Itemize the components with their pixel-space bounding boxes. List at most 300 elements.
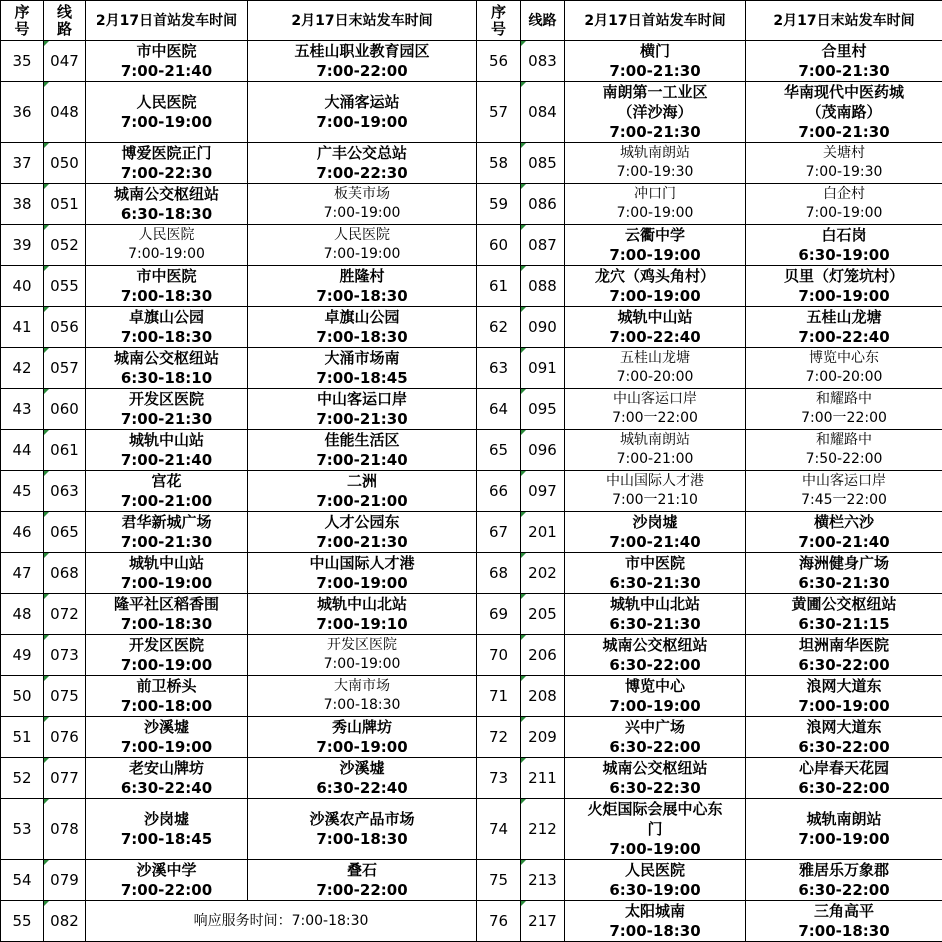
departure-time: 7:00-19:00	[565, 696, 745, 716]
departure-time: 7:00-19:00	[86, 573, 247, 593]
departure-time: 7:00一22:00	[746, 409, 942, 428]
first-departure-cell	[565, 860, 746, 901]
station-name: 门	[565, 819, 745, 839]
response-service-time-cell: 响应服务时间：7:00-18:30	[86, 901, 477, 942]
route-cell: 051	[44, 184, 86, 225]
seq-cell: 72	[477, 717, 521, 758]
station-name: 二洲	[248, 471, 476, 491]
station-name: 城轨中山北站	[565, 594, 745, 614]
station-name: 中山国际人才港	[565, 472, 745, 491]
departure-time: 7:00-18:45	[248, 368, 476, 388]
departure-time: 7:00-21:30	[746, 61, 942, 81]
station-name: 南朗第一工业区	[565, 82, 745, 102]
departure-time: 6:30-22:40	[86, 778, 247, 798]
departure-time: 6:30-21:15	[746, 614, 942, 634]
departure-time: 7:00-19:00	[746, 829, 942, 849]
route-cell: 079	[44, 860, 86, 901]
table-row	[1, 389, 942, 430]
station-name: 五桂山职业教育园区	[248, 41, 476, 61]
departure-time: 7:00-19:00	[565, 245, 745, 265]
last-departure-cell	[746, 143, 942, 184]
last-departure-cell	[248, 389, 477, 430]
table-row	[1, 307, 942, 348]
station-name: 秀山牌坊	[248, 717, 476, 737]
first-departure-cell	[565, 143, 746, 184]
departure-time: 7:00-19:00	[248, 112, 476, 132]
last-departure-cell	[248, 184, 477, 225]
station-name: 城轨中山北站	[248, 594, 476, 614]
departure-time: 6:30-22:00	[746, 880, 942, 900]
header-last-time: 2月17日末站发车时间	[248, 1, 477, 41]
seq-cell: 74	[477, 799, 521, 860]
first-departure-cell	[86, 266, 248, 307]
station-name: 和耀路中	[746, 390, 942, 409]
departure-time: 7:00-18:30	[248, 829, 476, 849]
departure-time: 7:00-18:30	[565, 921, 745, 941]
route-cell: 091	[521, 348, 565, 389]
departure-time: 7:00-21:30	[248, 532, 476, 552]
last-departure-cell	[746, 225, 942, 266]
route-cell: 095	[521, 389, 565, 430]
header-seq-2: 序 号	[477, 1, 521, 41]
last-departure-cell	[248, 635, 477, 676]
seq-cell: 52	[1, 758, 44, 799]
header-first-time: 2月17日首站发车时间	[86, 1, 248, 41]
last-departure-cell	[248, 430, 477, 471]
departure-time: 7:00-19:00	[746, 286, 942, 306]
departure-time: 6:30-22:00	[746, 737, 942, 757]
first-departure-cell	[565, 471, 746, 512]
departure-time: 7:00-18:30	[86, 286, 247, 306]
first-departure-cell	[86, 471, 248, 512]
seq-cell: 70	[477, 635, 521, 676]
first-departure-cell	[86, 635, 248, 676]
departure-time: 7:00-21:40	[746, 532, 942, 552]
route-cell: 076	[44, 717, 86, 758]
departure-time: 7:00-22:30	[248, 163, 476, 183]
first-departure-cell	[86, 143, 248, 184]
departure-time: 7:00-22:00	[248, 880, 476, 900]
seq-cell: 71	[477, 676, 521, 717]
departure-time: 6:30-22:00	[746, 655, 942, 675]
station-name: 胜隆村	[248, 266, 476, 286]
table-row	[1, 594, 942, 635]
route-cell: 097	[521, 471, 565, 512]
last-departure-cell	[248, 512, 477, 553]
table-row	[1, 758, 942, 799]
departure-time: 7:50-22:00	[746, 450, 942, 469]
route-cell: 082	[44, 901, 86, 942]
last-departure-cell	[746, 430, 942, 471]
station-name: 兴中广场	[565, 717, 745, 737]
first-departure-cell	[86, 348, 248, 389]
departure-time: 7:00-19:00	[86, 245, 247, 264]
departure-time: 7:00-21:30	[86, 532, 247, 552]
route-cell: 205	[521, 594, 565, 635]
departure-time: 7:00-18:30	[248, 327, 476, 347]
seq-cell: 49	[1, 635, 44, 676]
departure-time: 7:00-19:00	[86, 655, 247, 675]
route-cell: 078	[44, 799, 86, 860]
seq-cell: 73	[477, 758, 521, 799]
station-name: 中山客运口岸	[248, 389, 476, 409]
departure-time: 7:00-21:00	[248, 491, 476, 511]
first-departure-cell	[565, 184, 746, 225]
departure-time: 7:00-19:00	[248, 573, 476, 593]
departure-time: 7:00-19:30	[565, 163, 745, 182]
station-name: 城南公交枢纽站	[565, 635, 745, 655]
last-departure-cell	[746, 635, 942, 676]
last-departure-cell	[248, 758, 477, 799]
station-name: 云衢中学	[565, 225, 745, 245]
station-name: 心岸春天花园	[746, 758, 942, 778]
route-cell: 065	[44, 512, 86, 553]
station-name: 横栏六沙	[746, 512, 942, 532]
departure-time: 7:00-21:00	[565, 450, 745, 469]
route-cell: 209	[521, 717, 565, 758]
last-departure-cell	[746, 82, 942, 143]
first-departure-cell	[86, 82, 248, 143]
route-cell: 212	[521, 799, 565, 860]
route-cell: 072	[44, 594, 86, 635]
last-departure-cell	[746, 553, 942, 594]
station-name: 城轨南朗站	[565, 144, 745, 163]
departure-time: 7:00-18:30	[248, 696, 476, 715]
last-departure-cell	[248, 225, 477, 266]
station-name: 开发区医院	[86, 635, 247, 655]
departure-time: 6:30-19:00	[746, 245, 942, 265]
last-departure-cell	[248, 471, 477, 512]
last-departure-cell	[248, 307, 477, 348]
first-departure-cell	[565, 266, 746, 307]
last-departure-cell	[746, 758, 942, 799]
seq-cell: 53	[1, 799, 44, 860]
table-row	[1, 41, 942, 82]
departure-time: 6:30-21:30	[565, 573, 745, 593]
last-departure-cell	[248, 143, 477, 184]
departure-time: 7:00-18:30	[86, 327, 247, 347]
departure-time: 7:00-19:00	[248, 204, 476, 223]
first-departure-cell	[86, 184, 248, 225]
route-cell: 050	[44, 143, 86, 184]
route-cell: 201	[521, 512, 565, 553]
station-name: 雅居乐万象郡	[746, 860, 942, 880]
route-cell: 087	[521, 225, 565, 266]
table-row	[1, 184, 942, 225]
station-name: 沙溪农产品市场	[248, 809, 476, 829]
departure-time: 7:00一21:10	[565, 491, 745, 510]
route-cell: 088	[521, 266, 565, 307]
departure-time: 7:00-22:00	[86, 880, 247, 900]
route-cell: 217	[521, 901, 565, 942]
station-name: 五桂山龙塘	[565, 349, 745, 368]
table-row	[1, 676, 942, 717]
station-name: （洋沙海）	[565, 102, 745, 122]
seq-cell: 68	[477, 553, 521, 594]
departure-time: 7:00-19:00	[565, 286, 745, 306]
route-cell: 208	[521, 676, 565, 717]
last-departure-cell	[746, 41, 942, 82]
last-departure-cell	[248, 594, 477, 635]
station-name: 五桂山龙塘	[746, 307, 942, 327]
station-name: 城轨南朗站	[746, 809, 942, 829]
route-cell: 057	[44, 348, 86, 389]
last-departure-cell	[746, 512, 942, 553]
header-route-2: 线路	[521, 1, 565, 41]
station-name: 宫花	[86, 471, 247, 491]
station-name: 市中医院	[86, 266, 247, 286]
last-departure-cell	[248, 348, 477, 389]
table-row	[1, 635, 942, 676]
station-name: 龙穴（鸡头角村）	[565, 266, 745, 286]
station-name: 城轨中山站	[86, 430, 247, 450]
station-name: 白石岗	[746, 225, 942, 245]
station-name: 城轨中山站	[86, 553, 247, 573]
first-departure-cell	[565, 758, 746, 799]
departure-time: 7:00-22:30	[86, 163, 247, 183]
departure-time: 7:00-18:00	[86, 696, 247, 716]
departure-time: 7:00-22:00	[248, 61, 476, 81]
station-name: 君华新城广场	[86, 512, 247, 532]
last-departure-cell	[746, 471, 942, 512]
departure-time: 7:45一22:00	[746, 491, 942, 510]
first-departure-cell	[565, 307, 746, 348]
first-departure-cell	[86, 799, 248, 860]
departure-time: 7:00-19:00	[248, 737, 476, 757]
route-cell: 052	[44, 225, 86, 266]
departure-time: 7:00-19:10	[248, 614, 476, 634]
station-name: 人民医院	[565, 860, 745, 880]
seq-cell: 51	[1, 717, 44, 758]
departure-time: 7:00-19:30	[746, 163, 942, 182]
first-departure-cell	[86, 594, 248, 635]
station-name: 浪网大道东	[746, 717, 942, 737]
station-name: 人才公园东	[248, 512, 476, 532]
seq-cell: 65	[477, 430, 521, 471]
station-name: 黄圃公交枢纽站	[746, 594, 942, 614]
route-cell: 202	[521, 553, 565, 594]
table-row	[1, 717, 942, 758]
seq-cell: 58	[477, 143, 521, 184]
route-cell: 055	[44, 266, 86, 307]
seq-cell: 62	[477, 307, 521, 348]
seq-cell: 60	[477, 225, 521, 266]
departure-time: 6:30-22:40	[248, 778, 476, 798]
departure-time: 7:00-20:00	[746, 368, 942, 387]
route-cell: 085	[521, 143, 565, 184]
station-name: 人民医院	[248, 226, 476, 245]
seq-cell: 61	[477, 266, 521, 307]
station-name: 横门	[565, 41, 745, 61]
seq-cell: 55	[1, 901, 44, 942]
route-cell: 047	[44, 41, 86, 82]
station-name: 博览中心	[565, 676, 745, 696]
route-cell: 086	[521, 184, 565, 225]
route-cell: 061	[44, 430, 86, 471]
station-name: 坦洲南华医院	[746, 635, 942, 655]
station-name: 沙溪墟	[248, 758, 476, 778]
first-departure-cell	[565, 430, 746, 471]
last-departure-cell	[248, 41, 477, 82]
departure-time: 6:30-22:00	[565, 737, 745, 757]
last-departure-cell	[746, 799, 942, 860]
departure-time: 7:00-19:00	[746, 696, 942, 716]
first-departure-cell	[86, 41, 248, 82]
table-row	[1, 348, 942, 389]
header-row	[1, 1, 942, 41]
station-name: 城轨南朗站	[565, 431, 745, 450]
station-name: 卓旗山公园	[248, 307, 476, 327]
seq-cell: 64	[477, 389, 521, 430]
station-name: 火炬国际会展中心东	[565, 799, 745, 819]
last-departure-cell	[248, 676, 477, 717]
first-departure-cell	[86, 758, 248, 799]
first-departure-cell	[86, 676, 248, 717]
station-name: 浪网大道东	[746, 676, 942, 696]
seq-cell: 59	[477, 184, 521, 225]
seq-cell: 47	[1, 553, 44, 594]
station-name: 大涌市场南	[248, 348, 476, 368]
departure-time: 7:00-21:00	[86, 491, 247, 511]
seq-cell: 36	[1, 82, 44, 143]
table-row	[1, 553, 942, 594]
seq-cell: 48	[1, 594, 44, 635]
route-cell: 213	[521, 860, 565, 901]
departure-time: 7:00-21:40	[86, 61, 247, 81]
station-name: 关塘村	[746, 144, 942, 163]
station-name: 华南现代中医药城	[746, 82, 942, 102]
header-route: 线 路	[44, 1, 86, 41]
table-row	[1, 901, 942, 942]
departure-time: 7:00-18:45	[86, 829, 247, 849]
station-name: 老安山牌坊	[86, 758, 247, 778]
last-departure-cell	[248, 266, 477, 307]
departure-time: 7:00-21:30	[565, 122, 745, 142]
station-name: 太阳城南	[565, 901, 745, 921]
last-departure-cell	[248, 553, 477, 594]
seq-cell: 75	[477, 860, 521, 901]
route-cell: 206	[521, 635, 565, 676]
departure-time: 6:30-18:10	[86, 368, 247, 388]
table-row	[1, 82, 942, 143]
first-departure-cell	[565, 82, 746, 143]
station-name: 开发区医院	[86, 389, 247, 409]
station-name: 城南公交枢纽站	[86, 184, 247, 204]
first-departure-cell	[86, 860, 248, 901]
station-name: 卓旗山公园	[86, 307, 247, 327]
station-name: 板芙市场	[248, 185, 476, 204]
departure-time: 6:30-21:30	[746, 573, 942, 593]
first-departure-cell	[86, 307, 248, 348]
route-cell: 077	[44, 758, 86, 799]
table-row	[1, 143, 942, 184]
station-name: 沙溪墟	[86, 717, 247, 737]
seq-cell: 44	[1, 430, 44, 471]
header-first-time-2: 2月17日首站发车时间	[565, 1, 746, 41]
departure-time: 7:00-18:30	[248, 286, 476, 306]
station-name: 市中医院	[565, 553, 745, 573]
seq-cell: 42	[1, 348, 44, 389]
station-name: （茂南路）	[746, 102, 942, 122]
station-name: 城南公交枢纽站	[86, 348, 247, 368]
station-name: 三角高平	[746, 901, 942, 921]
departure-time: 7:00-21:40	[565, 532, 745, 552]
first-departure-cell	[565, 901, 746, 942]
departure-time: 7:00-21:30	[746, 122, 942, 142]
station-name: 佳能生活区	[248, 430, 476, 450]
first-departure-cell	[86, 512, 248, 553]
station-name: 叠石	[248, 860, 476, 880]
seq-cell: 56	[477, 41, 521, 82]
last-departure-cell	[746, 307, 942, 348]
departure-time: 6:30-22:00	[565, 655, 745, 675]
station-name: 博览中心东	[746, 349, 942, 368]
seq-cell: 63	[477, 348, 521, 389]
departure-time: 7:00-19:00	[86, 737, 247, 757]
first-departure-cell	[565, 348, 746, 389]
seq-cell: 35	[1, 41, 44, 82]
seq-cell: 38	[1, 184, 44, 225]
table-row	[1, 512, 942, 553]
departure-time: 7:00-19:00	[746, 204, 942, 223]
station-name: 海洲健身广场	[746, 553, 942, 573]
station-name: 沙岗墟	[86, 809, 247, 829]
first-departure-cell	[565, 512, 746, 553]
departure-time: 7:00-19:00	[565, 839, 745, 859]
first-departure-cell	[86, 717, 248, 758]
departure-time: 6:30-22:30	[565, 778, 745, 798]
departure-time: 6:30-22:00	[746, 778, 942, 798]
first-departure-cell	[86, 430, 248, 471]
station-name: 人民医院	[86, 226, 247, 245]
station-name: 中山客运口岸	[746, 472, 942, 491]
station-name: 沙岗墟	[565, 512, 745, 532]
station-name: 冲口门	[565, 185, 745, 204]
departure-time: 7:00一22:00	[565, 409, 745, 428]
departure-time: 7:00-18:30	[746, 921, 942, 941]
last-departure-cell	[746, 860, 942, 901]
seq-cell: 45	[1, 471, 44, 512]
first-departure-cell	[565, 799, 746, 860]
first-departure-cell	[565, 225, 746, 266]
departure-time: 6:30-19:00	[565, 880, 745, 900]
first-departure-cell	[86, 389, 248, 430]
seq-cell: 41	[1, 307, 44, 348]
seq-cell: 39	[1, 225, 44, 266]
first-departure-cell	[565, 717, 746, 758]
departure-time: 7:00-19:00	[565, 204, 745, 223]
first-departure-cell	[86, 225, 248, 266]
departure-time: 7:00-19:00	[248, 655, 476, 674]
last-departure-cell	[746, 901, 942, 942]
table-row	[1, 225, 942, 266]
route-cell: 090	[521, 307, 565, 348]
first-departure-cell	[565, 389, 746, 430]
last-departure-cell	[248, 860, 477, 901]
departure-time: 7:00-20:00	[565, 368, 745, 387]
departure-time: 7:00-19:00	[248, 245, 476, 264]
departure-time: 7:00-19:00	[86, 112, 247, 132]
seq-cell: 67	[477, 512, 521, 553]
first-departure-cell	[565, 553, 746, 594]
route-cell: 063	[44, 471, 86, 512]
departure-time: 7:00-21:40	[86, 450, 247, 470]
departure-time: 7:00-21:30	[86, 409, 247, 429]
header-seq: 序 号	[1, 1, 44, 41]
station-name: 城轨中山站	[565, 307, 745, 327]
last-departure-cell	[248, 717, 477, 758]
station-name: 贝里（灯笼坑村）	[746, 266, 942, 286]
